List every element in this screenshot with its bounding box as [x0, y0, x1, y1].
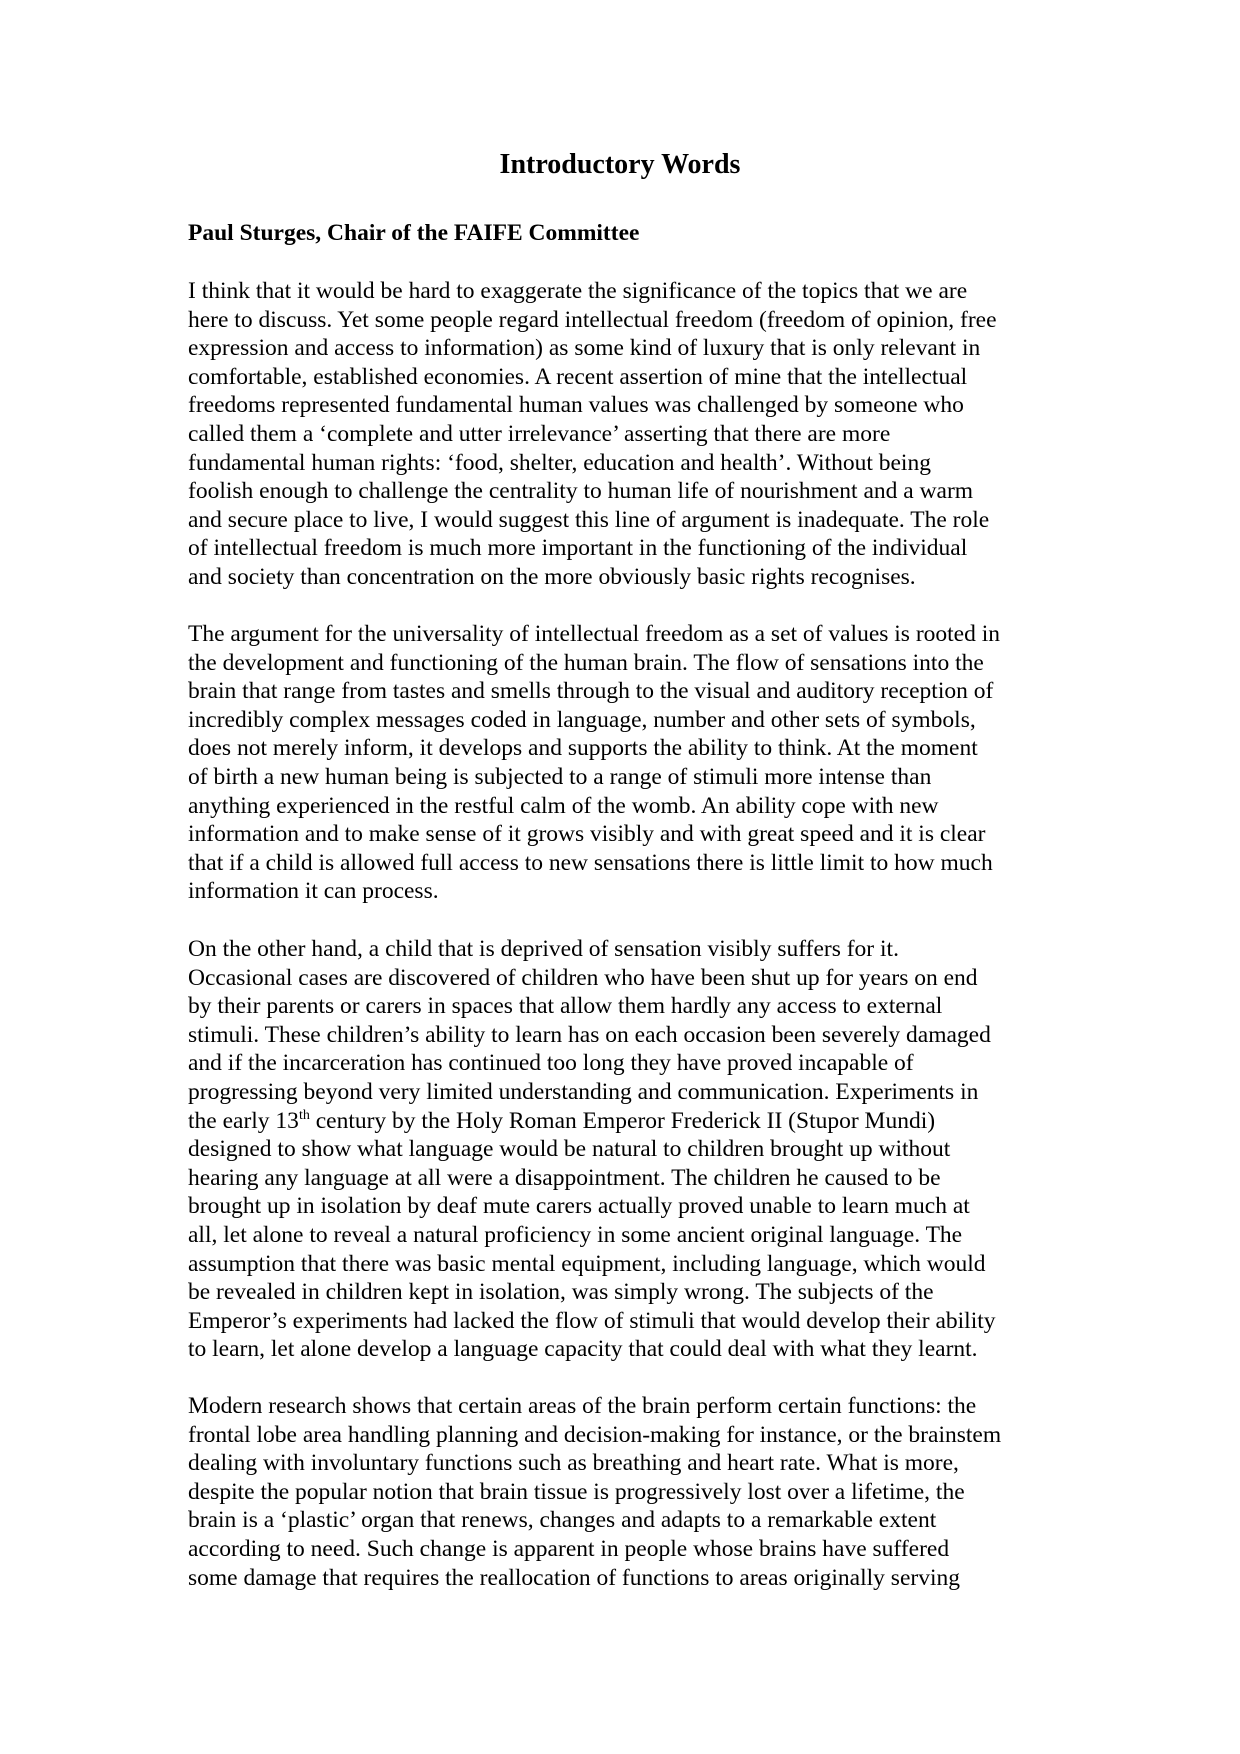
text-line [188, 1107, 1068, 1136]
paragraph-4 [188, 1392, 1068, 1592]
document-title: Introductory Words [499, 149, 741, 180]
text-line: brain is a ‘plastic’ organ that renews, changes and adapts to a remarkable extent [188, 1507, 937, 1534]
superscript: th [298, 1107, 310, 1123]
text-segment: century by the Holy Roman Emperor Frederick II (Stupor Mundi) [309, 1107, 936, 1134]
text-line: fundamental human rights: ‘food, shelter, education and health’. Without being [188, 449, 931, 476]
text-line: I think that it would be hard to exaggerate the significance of the topics that we are [188, 278, 968, 304]
text-line: and secure place to live, I would suggest this line of argument is inadequate. The role [188, 506, 990, 533]
text-line: Modern research shows that certain areas of the brain perform certain functions: the [188, 1393, 977, 1419]
text-line: be revealed in children kept in isolation, was simply wrong. The subjects of the [188, 1279, 934, 1306]
text-line: all, let alone to reveal a natural proficiency in some ancient original language. The [188, 1221, 963, 1248]
text-line: freedoms represented fundamental human values was challenged by someone who [188, 392, 964, 419]
text-line: expression and access to information) as some kind of luxury that is only relevant in [188, 335, 981, 362]
text-line: brain that range from tastes and smells through to the visual and auditory reception of [188, 678, 994, 705]
text-line: brought up in isolation by deaf mute carers actually proved unable to learn much at [188, 1193, 970, 1220]
text-line: comfortable, established economies. A recent assertion of mine that the intellectual [188, 363, 968, 390]
text-line: the development and functioning of the human brain. The flow of sensations into the [188, 649, 984, 676]
author-byline: Paul Sturges, Chair of the FAIFE Committee [188, 220, 640, 246]
text-line: some damage that requires the reallocation of functions to areas originally serving [188, 1564, 960, 1591]
text-line: progressing beyond very limited understanding and communication. Experiments in [188, 1078, 979, 1105]
text-line: and society than concentration on the more obviously basic rights recognises. [188, 563, 916, 590]
text-line: assumption that there was basic mental equipment, including language, which would [188, 1250, 986, 1277]
text-line: of birth a new human being is subjected to a range of stimuli more intense than [188, 763, 932, 790]
text-line: dealing with involuntary functions such as breathing and heart rate. What is more, [188, 1450, 959, 1477]
text-line: and if the incarceration has continued too long they have proved incapable of [188, 1050, 914, 1077]
text-line: by their parents or carers in spaces that allow them hardly any access to external [188, 993, 943, 1020]
text-line: here to discuss. Yet some people regard intellectual freedom (freedom of opinion, free [188, 306, 997, 333]
text-line: that if a child is allowed full access to new sensations there is little limit to how much [188, 849, 993, 876]
text-line: stimuli. These children’s ability to learn has on each occasion been severely damaged [188, 1021, 991, 1048]
paragraph-2 [188, 620, 1068, 906]
text-line: information and to make sense of it grows visibly and with great speed and it is clear [188, 821, 986, 848]
text-line: called them a ‘complete and utter irrelevance’ asserting that there are more [188, 420, 891, 447]
text-line: does not merely inform, it develops and supports the ability to think. At the moment [188, 735, 978, 762]
text-line: frontal lobe area handling planning and decision-making for instance, or the brainstem [188, 1421, 1002, 1448]
text-line: hearing any language at all were a disappointment. The children he caused to be [188, 1164, 941, 1191]
text-line: Emperor’s experiments had lacked the flow of stimuli that would develop their ability [188, 1307, 996, 1334]
text-line: of intellectual freedom is much more important in the functioning of the individual [188, 535, 968, 562]
text-line: information it can process. [188, 878, 439, 905]
text-line: foolish enough to challenge the centrality to human life of nourishment and a warm [188, 478, 974, 505]
text-line: The argument for the universality of intellectual freedom as a set of values is rooted in [188, 621, 1001, 647]
text-line: incredibly complex messages coded in language, number and other sets of symbols, [188, 706, 976, 733]
paragraph-1 [188, 277, 1068, 592]
text-line: to learn, let alone develop a language capacity that could deal with what they learnt. [188, 1336, 978, 1363]
text-line: anything experienced in the restful calm of the womb. An ability cope with new [188, 792, 939, 819]
text-segment: the early 13 [188, 1107, 299, 1134]
text-line: despite the popular notion that brain tissue is progressively lost over a lifetime, the [188, 1478, 965, 1505]
text-line: Occasional cases are discovered of children who have been shut up for years on end [188, 964, 978, 991]
text-line: On the other hand, a child that is deprived of sensation visibly suffers for it. [188, 936, 899, 962]
paragraph-3 [188, 935, 1068, 1364]
text-line: designed to show what language would be natural to children brought up without [188, 1136, 951, 1163]
text-line: according to need. Such change is apparent in people whose brains have suffered [188, 1535, 950, 1562]
